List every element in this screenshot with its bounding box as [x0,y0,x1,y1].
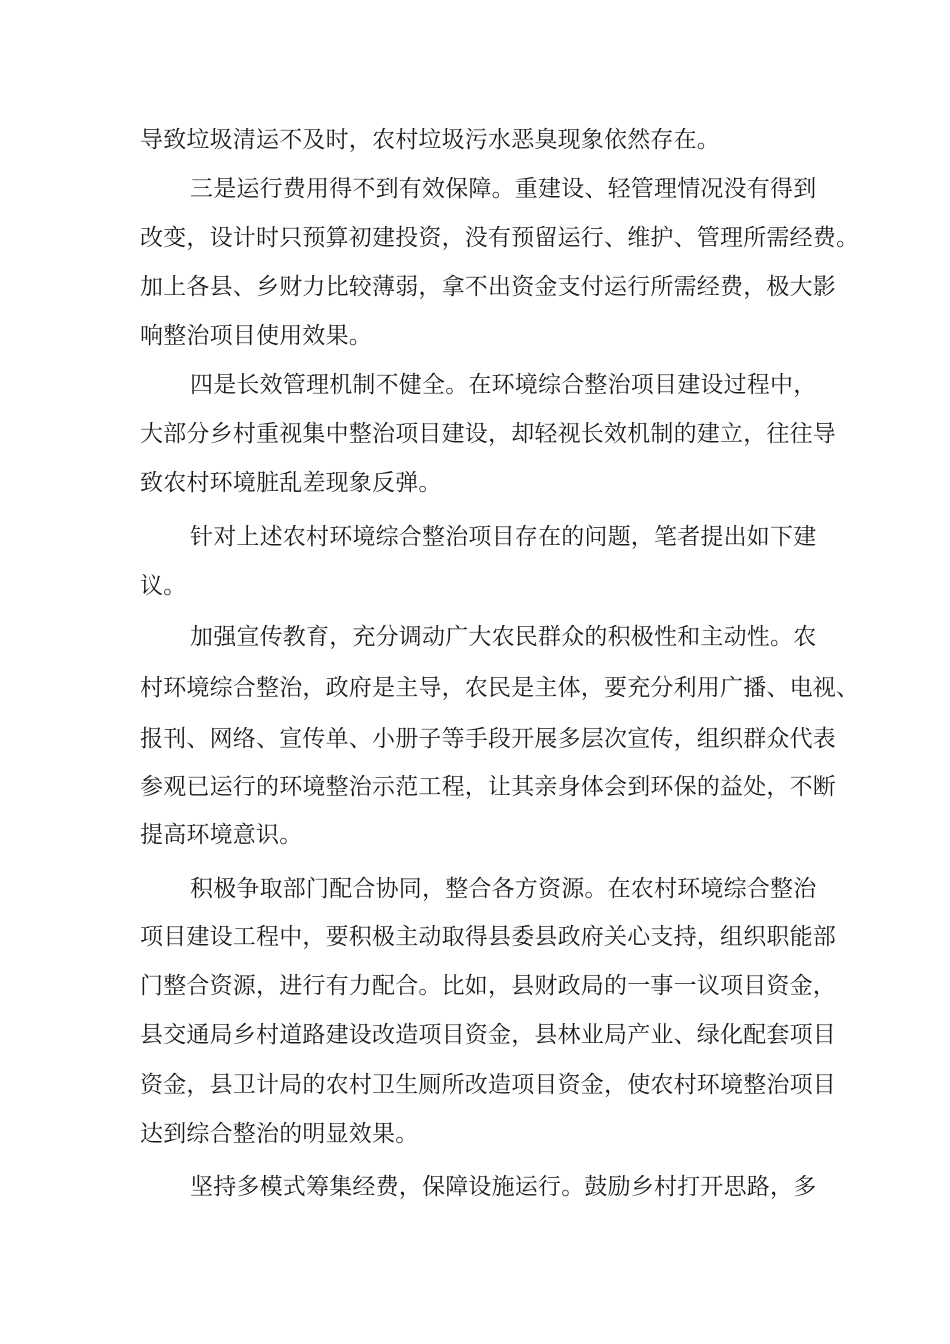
text-line: 议。 [140,573,187,599]
text-line: 提高环境意识。 [140,822,303,848]
text-line: 致农村环境脏乱差现象反弹。 [140,470,442,496]
text-line: 县交通局乡村道路建设改造项目资金，县林业局产业、绿化配套项目 [140,1022,836,1048]
text-line: 响整治项目使用效果。 [140,323,372,349]
text-line: 大部分乡村重视集中整治项目建设，却轻视长效机制的建立，往往导 [140,421,836,447]
text-line: 改变，设计时只预算初建投资，没有预留运行、维护、管理所需经费。 [140,225,860,251]
text-line: 报刊、网络、宣传单、小册子等手段开展多层次宣传，组织群众代表 [140,726,836,752]
paragraph-start-line: 加强宣传教育，充分调动广大农民群众的积极性和主动性。农 [190,624,817,650]
text-line: 项目建设工程中，要积极主动取得县委县政府关心支持，组织职能部 [140,924,836,950]
text-line: 参观已运行的环境整治示范工程，让其亲身体会到环保的益处，不断 [140,774,836,800]
paragraph-start-line: 坚持多模式筹集经费，保障设施运行。鼓励乡村打开思路，多 [190,1174,817,1200]
paragraph-start-line: 三是运行费用得不到有效保障。重建设、轻管理情况没有得到 [190,176,817,202]
text-line: 导致垃圾清运不及时，农村垃圾污水恶臭现象依然存在。 [140,127,720,153]
paragraph-start-line: 四是长效管理机制不健全。在环境综合整治项目建设过程中， [190,372,817,398]
text-line: 门整合资源，进行有力配合。比如，县财政局的一事一议项目资金， [140,973,836,999]
text-line: 村环境综合整治，政府是主导，农民是主体，要充分利用广播、电视、 [140,675,860,701]
text-line: 资金，县卫计局的农村卫生厕所改造项目资金，使农村环境整治项目 [140,1072,836,1098]
paragraph-start-line: 积极争取部门配合协同，整合各方资源。在农村环境综合整治 [190,876,817,902]
text-line: 达到综合整治的明显效果。 [140,1121,419,1147]
paragraph-start-line: 针对上述农村环境综合整治项目存在的问题，笔者提出如下建 [190,524,817,550]
text-line: 加上各县、乡财力比较薄弱，拿不出资金支付运行所需经费，极大影 [140,274,836,300]
